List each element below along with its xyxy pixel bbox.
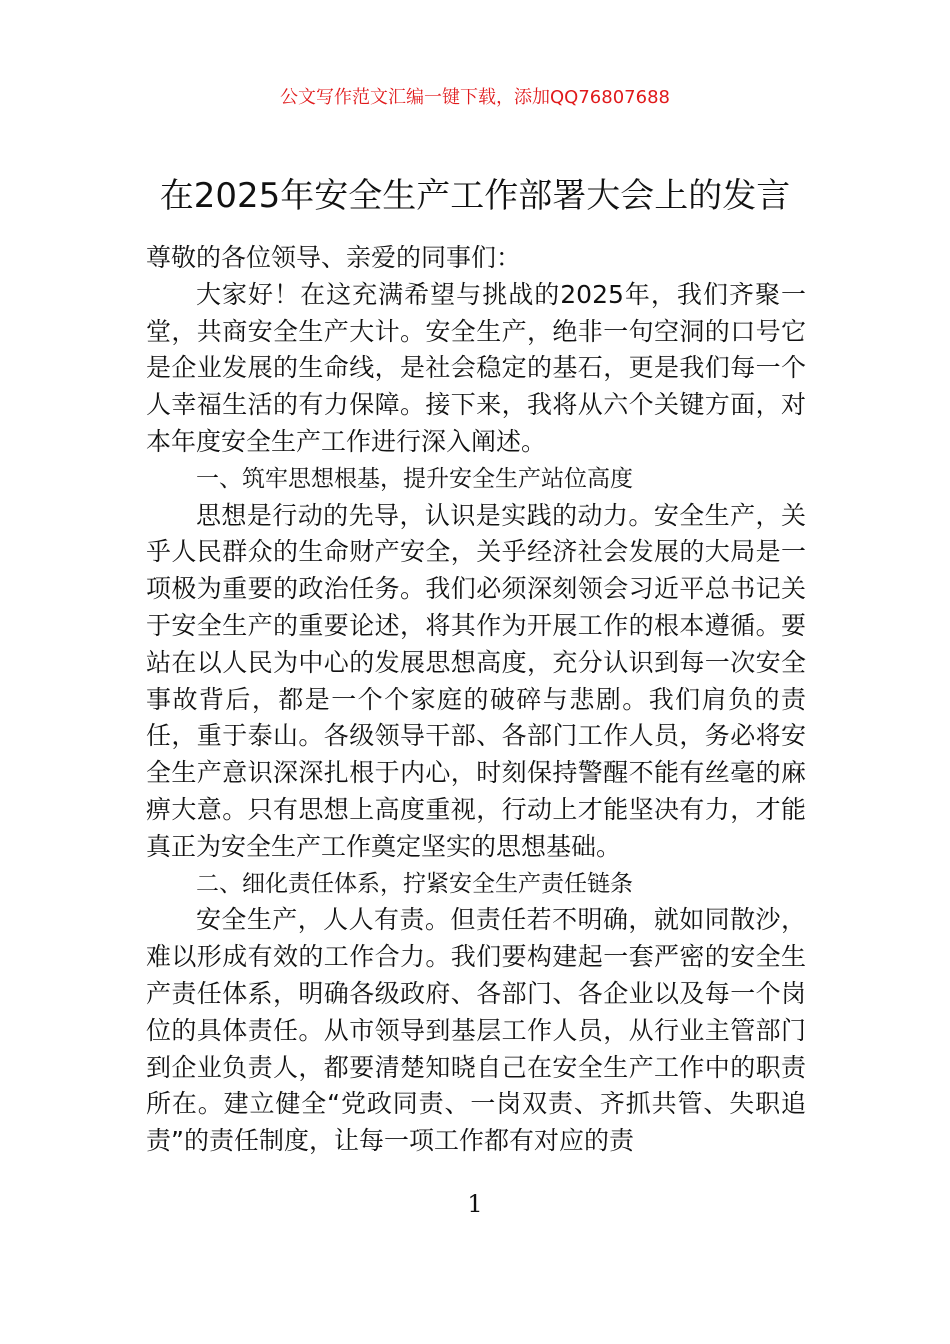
section-2-paragraph: 安全生产，人人有责。但责任若不明确，就如同散沙，难以形成有效的工作合力。我们要构建起一套严密的安全生产责任体系，明确各级政府、各部门、各企业以及每一个岗位的具体责任。从市领导到基层工作人员，从行业主管部门到企业负责人，都要清楚知晓自己在安全生产工作中的职责所在。建立健全“党政同责、一岗双责、齐抓共管、失职追责”的责任制度，让每一项工作都有对应的责 <box>146 905 806 1156</box>
intro-paragraph: 大家好！在这充满希望与挑战的2025年，我们齐聚一堂，共商安全生产大计。安全生产，绝非一句空洞的口号它是企业发展的生命线，是社会稳定的基石，更是我们每一个人幸福生活的有力保障。接下来，我将从六个关键方面，对本年度安全生产工作进行深入阐述。 <box>146 279 806 456</box>
section-heading-2: 二、细化责任体系，拧紧安全生产责任链条 <box>196 870 633 897</box>
section-1-paragraph: 思想是行动的先导，认识是实践的动力。安全生产，关乎人民群众的生命财产安全，关乎经济社会发展的大局是一项极为重要的政治任务。我们必须深刻领会习近平总书记关于安全生产的重要论述，将其作为开展工作的根本遵循。要站在以人民为中心的发展思想高度，充分认识到每一次安全事故背后，都是一个个家庭的破碎与悲剧。我们肩负的责任，重于泰山。各级领导干部、各部门工作人员，务必将安全生产意识深深扎根于内心，时刻保持警醒不能有丝毫的麻痹大意。只有思想上高度重视，行动上才能坚决有力，才能真正为安全生产工作奠定坚实的思想基础。 <box>146 500 806 861</box>
page-number: 1 <box>467 1190 483 1218</box>
section-heading-1: 一、筑牢思想根基，提升安全生产站位高度 <box>196 465 633 492</box>
document-title: 在2025年安全生产工作部署大会上的发言 <box>159 176 791 216</box>
salutation: 尊敬的各位领导、亲爱的同事们： <box>146 243 522 272</box>
document-body <box>146 240 806 1160</box>
download-banner: 公文写作范文汇编一键下载，添加QQ76807688 <box>280 87 670 108</box>
